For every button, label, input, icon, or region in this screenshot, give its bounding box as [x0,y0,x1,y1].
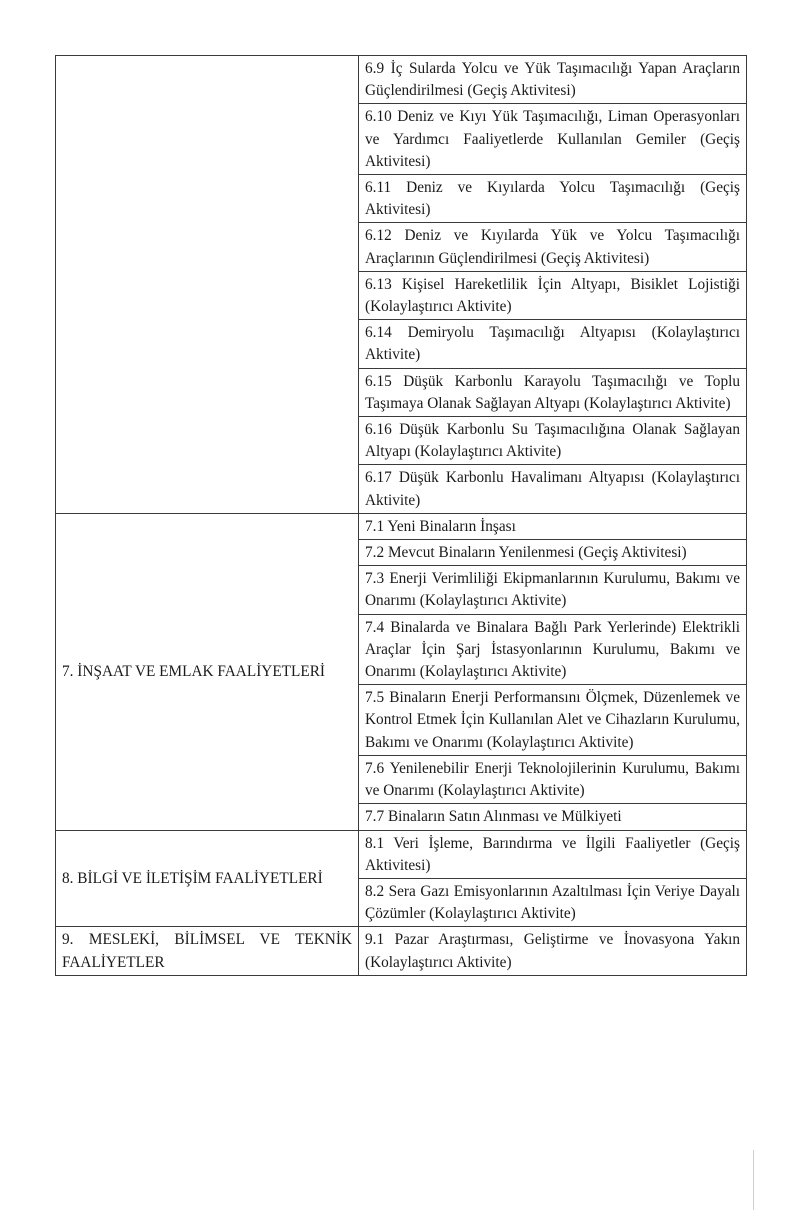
activity-text: 6.11 Deniz ve Kıyılarda Yolcu Taşımacılığı (Geçiş Aktivitesi) [365,179,740,219]
activity-cell [359,566,747,614]
activity-cell [359,927,747,975]
activity-text: 7.2 Mevcut Binaların Yenilenmesi (Geçiş Aktivitesi) [365,544,687,562]
activity-cell [359,685,747,756]
activity-cell [359,804,747,830]
table-row [56,513,747,539]
activity-cell [359,175,747,223]
sector-cell [56,927,359,975]
activity-text: 6.10 Deniz ve Kıyı Yük Taşımacılığı, Liman Operasyonları ve Yardımcı Faaliyetlerde Kullanılan Gemiler (Geçiş Aktivitesi) [365,108,740,170]
activity-cell [359,465,747,513]
activity-text: 6.13 Kişisel Hareketlilik İçin Altyapı, Bisiklet Lojistiği (Kolaylaştırıcı Aktivite) [365,275,740,316]
activity-cell [359,755,747,803]
activity-text: 8.1 Veri İşleme, Barındırma ve İlgili Faaliyetler (Geçiş Aktivitesi) [365,834,740,874]
document-page [55,55,746,976]
activity-text: 6.12 Deniz ve Kıyılarda Yük ve Yolcu Taşımacılığı Araçlarının Güçlendirilmesi (Geçiş Aktivitesi) [365,227,740,267]
activity-cell [359,271,747,319]
activity-text: 6.15 Düşük Karbonlu Karayolu Taşımacılığı ve Toplu Taşımaya Olanak Sağlayan Altyapı (Kolaylaştırıcı Aktivite) [365,372,740,412]
activity-cell [359,417,747,465]
activity-cell [359,104,747,175]
activity-text: 6.9 İç Sularda Yolcu ve Yük Taşımacılığı Yapan Araçların Güçlendirilmesi (Geçiş Aktivitesi) [365,60,740,100]
activity-text: 6.17 Düşük Karbonlu Havalimanı Altyapısı (Kolaylaştırıcı Aktivite) [365,469,740,509]
sector-name: 7. İNŞAAT VE EMLAK FAALİYETLERİ [62,663,326,681]
table-row [56,56,747,104]
activity-cell [359,614,747,685]
activity-text: 7.1 Yeni Binaların İnşası [365,517,516,535]
sector-cell [56,56,359,514]
activity-text: 8.2 Sera Gazı Emisyonlarının Azaltılması İçin Veriye Dayalı Çözümler (Kolaylaştırıcı Aktivite) [365,882,740,923]
sector-cell [56,830,359,927]
table-row [56,927,747,975]
activity-cell [359,878,747,926]
sector-name: 9. MESLEKİ, BİLİMSEL VE TEKNİK FAALİYETLER [62,931,352,971]
activity-table [55,55,747,976]
activity-text: 7.5 Binaların Enerji Performansını Ölçmek, Düzenlemek ve Kontrol Etmek İçin Kullanılan Alet ve Cihazların Kurulumu, Bakımı ve Onarımı (Kolaylaştırıcı Aktivite) [365,689,740,751]
sector-cell [56,513,359,830]
activity-text: 6.14 Demiryolu Taşımacılığı Altyapısı (Kolaylaştırıcı Aktivite) [365,324,740,364]
table-row [56,830,747,878]
activity-text: 7.7 Binaların Satın Alınması ve Mülkiyeti [365,808,622,826]
activity-text: 7.3 Enerji Verimliliği Ekipmanlarının Kurulumu, Bakımı ve Onarımı (Kolaylaştırıcı Aktivite) [365,570,740,610]
activity-text: 6.16 Düşük Karbonlu Su Taşımacılığına Olanak Sağlayan Altyapı (Kolaylaştırıcı Aktivite) [365,421,740,461]
activity-text: 7.4 Binalarda ve Binalara Bağlı Park Yerlerinde) Elektrikli Araçlar İçin Şarj İstasyonlarının Kurulumu, Bakımı ve Onarımı (Kolaylaştırıcı Aktivite) [365,618,740,681]
activity-cell [359,56,747,104]
activity-text: 9.1 Pazar Araştırması, Geliştirme ve İnovasyona Yakın (Kolaylaştırıcı Aktivite) [365,931,740,971]
activity-cell [359,830,747,878]
activity-cell [359,320,747,368]
activity-cell [359,513,747,539]
activity-text: 7.6 Yenilenebilir Enerji Teknolojilerinin Kurulumu, Bakımı ve Onarımı (Kolaylaştırıcı Aktivite) [365,759,740,800]
activity-cell [359,223,747,271]
activity-cell [359,368,747,416]
sector-name: 8. BİLGİ VE İLETİŞİM FAALİYETLERİ [62,869,323,887]
activity-cell [359,540,747,566]
scan-edge-mark [753,1150,754,1210]
